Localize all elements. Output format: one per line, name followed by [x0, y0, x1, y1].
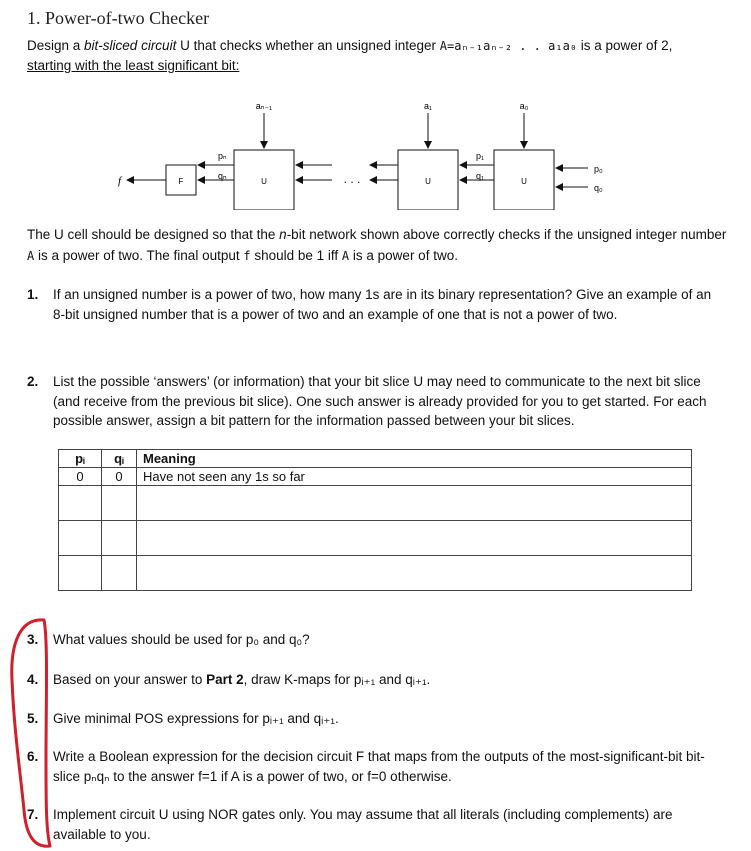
- svg-text:U: U: [261, 177, 267, 186]
- intro-underlined: starting with the least significant bit:: [27, 58, 240, 73]
- table-header-row: [59, 450, 692, 468]
- f-box-label: F: [178, 177, 184, 186]
- table-row[interactable]: [59, 486, 692, 521]
- table-row[interactable]: [59, 521, 692, 556]
- an1-label: aₙ₋₁: [255, 101, 273, 111]
- pn-label: pₙ: [218, 151, 227, 161]
- q0-label: q₀: [594, 183, 603, 193]
- intro-text: Design a bit-sliced circuit U that checks whether an unsigned integer A=aₙ₋₁aₙ₋₂ . . a₁a₀ is a power of 2, starting with the least significant bit:: [27, 38, 673, 73]
- integer-formula: A=aₙ₋₁aₙ₋₂ . . a₁a₀: [439, 39, 578, 53]
- table-row: 0 0 Have not seen any 1s so far: [59, 468, 692, 486]
- col-header-p: pᵢ: [59, 450, 102, 468]
- qn-label: qₙ: [218, 171, 227, 181]
- table-row[interactable]: [59, 556, 692, 591]
- a1-label: a₁: [423, 101, 433, 111]
- col-header-q: qᵢ: [102, 450, 137, 468]
- encoding-table: [58, 449, 692, 591]
- page-title: 1. Power-of-two Checker: [27, 8, 210, 28]
- a0-label: a₀: [519, 101, 529, 111]
- q1-label: q₁: [476, 171, 485, 181]
- svg-text:U: U: [425, 177, 431, 186]
- p1-label: p₁: [476, 151, 485, 161]
- description-paragraph: The U cell should be designed so that the n-bit network shown above correctly checks if the unsigned integer number A is a power of two. The final output f should be 1 iff A is a power of two.: [27, 227, 727, 263]
- ellipsis: . . .: [343, 172, 361, 186]
- f-output-label: f: [118, 175, 122, 187]
- col-header-meaning: Meaning: [137, 450, 692, 468]
- p0-label: p₀: [594, 164, 603, 174]
- svg-text:U: U: [521, 177, 527, 186]
- bit-slice-diagram: [100, 95, 620, 210]
